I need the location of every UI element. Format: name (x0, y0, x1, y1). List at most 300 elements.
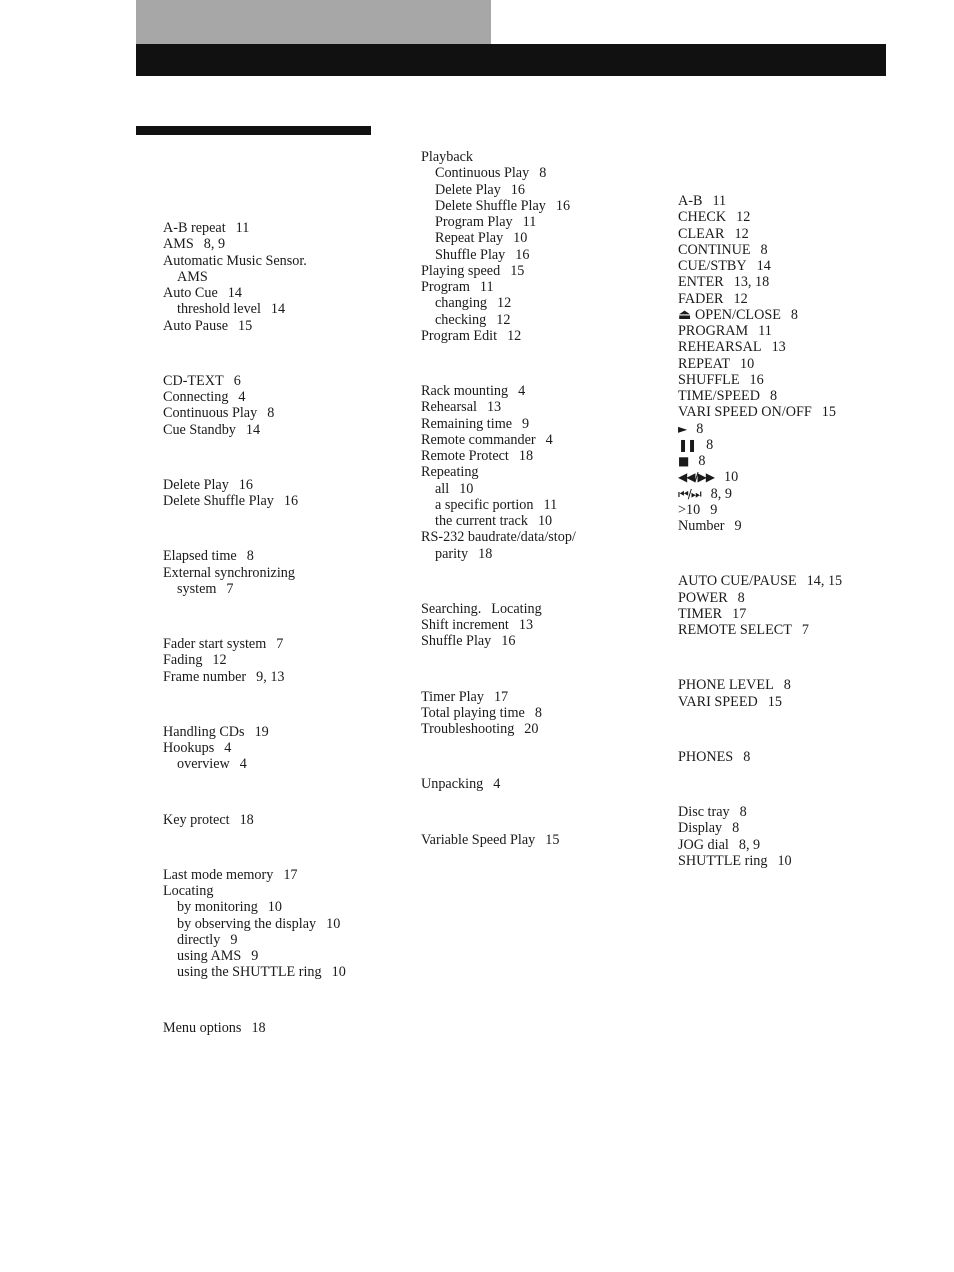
index-term: Locating (163, 883, 214, 899)
index-term: VARI SPEED ON/OFF (678, 404, 812, 421)
index-page-ref: 7 (226, 580, 234, 597)
index-term: Last mode memory (163, 866, 274, 883)
index-page-ref: 11 (479, 279, 494, 295)
index-entry (421, 448, 576, 464)
index-group (163, 220, 346, 334)
index-page-ref: 8 (732, 820, 740, 837)
index-entry (163, 812, 346, 828)
index-term: Delete Shuffle Play (163, 493, 274, 509)
index-column-1 (163, 220, 346, 1036)
index-entry (678, 437, 842, 453)
index-entry (421, 617, 576, 633)
index-entry (421, 383, 576, 399)
index-subentry (163, 948, 346, 964)
index-term: >10 (678, 501, 701, 518)
index-page-ref: 7 (276, 636, 284, 652)
index-term: SHUTTLE ring (678, 852, 768, 869)
index-entry (163, 867, 346, 883)
index-term: Number (678, 518, 725, 534)
index-subentry (163, 964, 346, 980)
index-term: all (435, 480, 450, 497)
section-rule (136, 126, 371, 135)
index-term: Total playing time (421, 704, 525, 721)
index-term: directly (177, 931, 221, 948)
index-term: Rack mounting (421, 383, 509, 399)
index-subentry (163, 899, 346, 915)
index-term: by monitoring (177, 899, 258, 916)
index-group (163, 477, 346, 510)
index-term: Menu options (163, 1019, 242, 1036)
index-entry (678, 193, 842, 209)
index-entry (678, 694, 842, 710)
index-page-ref: 8 (706, 436, 714, 453)
index-entry (421, 832, 576, 848)
index-entry (678, 388, 842, 404)
index-page-ref: 8 (739, 804, 747, 820)
index-page-ref: 10 (513, 230, 528, 247)
index-page-ref: 4 (238, 389, 246, 405)
index-page-ref: 16 (510, 181, 525, 198)
index-entry (421, 263, 576, 279)
index-entry (678, 339, 842, 355)
index-term: Troubleshooting (421, 721, 515, 737)
index-subentry (421, 198, 576, 214)
index-term: Timer Play (421, 688, 484, 705)
index-page-ref: 4 (224, 740, 232, 756)
index-term: Shuffle Play (435, 246, 506, 263)
index-term: Continuous Play (435, 165, 530, 182)
index-term: A-B (678, 193, 703, 209)
index-page-ref: 15 (821, 404, 836, 421)
index-page-ref: 4 (239, 756, 247, 773)
index-term: Fader start system (163, 636, 267, 652)
index-term: ⏮/⏭ (678, 486, 701, 501)
index-page-ref: 14 (245, 421, 261, 438)
index-term: CD-TEXT (163, 372, 224, 389)
index-page-ref: 8 (534, 704, 542, 721)
index-group (163, 724, 346, 773)
index-subentry (421, 247, 576, 263)
index-entry (163, 405, 346, 421)
index-page-ref: 10 (326, 915, 341, 932)
index-entry (678, 590, 842, 606)
index-entry (163, 883, 346, 899)
index-term: ENTER (678, 274, 724, 291)
index-subentry (421, 546, 576, 562)
index-term: CHECK (678, 209, 727, 226)
index-page-ref: 10 (331, 964, 346, 981)
index-term: ⏏ OPEN/CLOSE (678, 306, 781, 323)
index-page-ref: 10 (537, 513, 553, 529)
index-term: JOG dial (678, 836, 729, 853)
index-page-ref: 14 (756, 258, 771, 274)
index-entry (421, 601, 576, 617)
index-entry (678, 469, 842, 485)
index-term: A-B repeat (163, 220, 226, 236)
index-page-ref: 8, 9 (738, 836, 761, 853)
index-term: SHUFFLE (678, 371, 740, 388)
index-term: Shift increment (421, 617, 509, 633)
index-term: Auto Pause (163, 317, 229, 334)
index-page-ref: 8 (769, 388, 778, 404)
index-subentry (163, 932, 346, 948)
index-page-ref: 16 (515, 246, 530, 263)
index-subentry (163, 581, 346, 597)
index-page-ref: 8 (783, 677, 791, 694)
index-page-ref: 17 (283, 866, 298, 883)
index-page-ref: 14 (227, 285, 242, 301)
index-term: Hookups (163, 740, 215, 756)
index-page-ref: 13 (771, 339, 786, 356)
index-page-ref: 16 (555, 197, 571, 214)
index-entry (163, 422, 346, 438)
index-page-ref: 6 (233, 372, 241, 389)
index-term: Repeat Play (435, 230, 504, 247)
index-entry (421, 399, 576, 415)
index-entry (421, 328, 576, 344)
index-term: Automatic Music Sensor. (163, 252, 307, 269)
index-entry (678, 356, 842, 372)
index-term: PHONES (678, 748, 734, 765)
index-term: Variable Speed Play (421, 831, 536, 848)
index-page-ref: 19 (254, 723, 269, 740)
index-group (163, 867, 346, 981)
index-entry (163, 477, 346, 493)
index-term: Disc tray (678, 804, 730, 820)
index-page-ref: 14 (270, 301, 286, 318)
index-term: FADER (678, 290, 724, 307)
index-page-ref: 8, 9 (203, 236, 226, 253)
index-term: using the SHUTTLE ring (177, 964, 322, 981)
index-page-ref: 12 (736, 209, 751, 226)
index-entry (678, 502, 842, 518)
index-page-ref: 15 (238, 317, 253, 334)
index-page-ref: 11 (712, 193, 727, 209)
index-term: Key protect (163, 811, 230, 828)
index-group (421, 601, 576, 650)
index-page-ref: 15 (545, 831, 560, 848)
index-term: threshold level (177, 301, 261, 318)
index-page-ref: 13 (486, 399, 502, 416)
index-entry (163, 565, 346, 581)
index-entry (678, 307, 842, 323)
index-page-ref: 10 (267, 899, 282, 916)
index-entry (163, 548, 346, 564)
index-term: REPEAT (678, 355, 731, 372)
index-entry (421, 464, 576, 480)
index-term: Program (421, 279, 470, 295)
index-subentry (421, 513, 576, 529)
index-term: REMOTE SELECT (678, 622, 792, 638)
index-term: Shuffle Play (421, 633, 492, 650)
index-entry (678, 820, 842, 836)
index-page-ref: 8 (698, 453, 706, 469)
index-term: Delete Shuffle Play (435, 197, 546, 214)
index-page-ref: 18 (239, 811, 254, 828)
index-entry (163, 1020, 346, 1036)
index-entry (678, 274, 842, 290)
index-subentry (421, 214, 576, 230)
index-column-2 (421, 149, 576, 848)
index-page-ref: 13 (518, 617, 534, 633)
index-page-ref: Locating (491, 600, 542, 617)
index-page-ref: 16 (749, 371, 764, 388)
index-page-ref: 20 (524, 721, 539, 737)
index-page-ref: 9 (230, 931, 238, 948)
index-entry (163, 318, 346, 334)
header-gray-tab (136, 0, 491, 44)
index-page-ref: 8 (267, 405, 275, 422)
index-page-ref: 17 (732, 605, 747, 622)
index-page-ref: 10 (740, 355, 755, 372)
index-page-ref: 12 (733, 290, 748, 307)
index-term: Unpacking (421, 776, 484, 793)
index-group (163, 636, 346, 685)
index-term: Continuous Play (163, 405, 258, 422)
index-page-ref: 11 (235, 220, 250, 236)
index-page-ref: 8 (760, 241, 768, 258)
index-entry (163, 253, 346, 269)
index-term: checking (435, 311, 487, 328)
index-page-ref: 9 (734, 518, 742, 534)
index-page-ref: 9, 13 (256, 668, 285, 685)
index-entry (678, 606, 842, 622)
index-entry (678, 486, 842, 502)
index-page-ref: 8 (696, 420, 704, 437)
index-page-ref: 18 (518, 448, 534, 464)
index-page-ref: 4 (545, 431, 553, 448)
index-group (678, 804, 842, 869)
index-term: Repeating (421, 464, 479, 481)
index-term: POWER (678, 589, 728, 606)
index-term: ❚❚ (678, 437, 697, 452)
index-term: using AMS (177, 948, 242, 964)
index-subentry (421, 497, 576, 513)
index-term: changing (435, 295, 488, 312)
index-entry (163, 389, 346, 405)
index-group (163, 548, 346, 597)
index-term: ■ (678, 454, 689, 468)
index-page-ref: 12 (212, 652, 227, 669)
index-term: AMS (163, 236, 194, 253)
index-subentry (163, 756, 346, 772)
index-subentry (421, 481, 576, 497)
index-group (421, 149, 576, 344)
index-page-ref: 8 (737, 589, 745, 606)
index-entry (421, 721, 576, 737)
index-term: AUTO CUE/PAUSE (678, 573, 797, 590)
index-subentry (421, 230, 576, 246)
index-entry (678, 453, 842, 469)
index-group (421, 832, 576, 848)
index-entry (163, 636, 346, 652)
index-page-ref: 8 (246, 548, 254, 565)
index-term: Connecting (163, 389, 229, 405)
index-term: CUE/STBY (678, 258, 747, 274)
index-term: Auto Cue (163, 285, 218, 301)
index-entry (421, 416, 576, 432)
index-entry (678, 258, 842, 274)
index-page-ref: 8 (539, 165, 547, 182)
index-group (421, 383, 576, 562)
index-page-ref: 17 (493, 688, 509, 705)
index-term: REHEARSAL (678, 339, 762, 356)
index-term: Playing speed (421, 262, 501, 279)
index-entry (163, 220, 346, 236)
index-page-ref: 16 (501, 633, 516, 650)
index-term: Remote commander (421, 431, 536, 448)
index-term: Delete Play (163, 476, 229, 493)
index-entry (678, 372, 842, 388)
index-term: RS-232 baudrate/data/stop/ (421, 529, 576, 546)
header-black-bar (136, 44, 886, 76)
index-page-ref: 16 (283, 493, 299, 509)
index-page-ref: 10 (459, 480, 474, 497)
index-entry (678, 421, 842, 437)
index-entry (678, 518, 842, 534)
index-entry (421, 149, 576, 165)
index-term: Remaining time (421, 415, 513, 432)
index-entry (678, 291, 842, 307)
index-group (421, 776, 576, 792)
index-subentry (163, 916, 346, 932)
index-term: Frame number (163, 668, 247, 685)
index-entry (421, 279, 576, 295)
index-term: Display (678, 820, 723, 837)
index-column-3 (678, 193, 842, 869)
index-entry (678, 573, 842, 589)
index-term: Handling CDs (163, 723, 245, 740)
index-term: TIMER (678, 605, 723, 622)
index-term: the current track (435, 513, 528, 529)
index-entry (678, 804, 842, 820)
index-entry (678, 404, 842, 420)
index-entry (421, 432, 576, 448)
index-subentry (421, 295, 576, 311)
index-entry (163, 493, 346, 509)
index-group (678, 749, 842, 765)
index-page-ref: 9 (251, 948, 259, 964)
index-term: system (177, 580, 217, 597)
index-entry (678, 242, 842, 258)
index-entry (421, 705, 576, 721)
index-term: overview (177, 756, 230, 773)
index-term: Cue Standby (163, 421, 236, 438)
index-group (678, 677, 842, 710)
index-page-ref: 8 (790, 306, 798, 323)
index-term: ► (678, 421, 687, 436)
index-page-ref: 11 (758, 323, 772, 339)
index-group (163, 1020, 346, 1036)
index-entry (163, 285, 346, 301)
index-page-ref: 4 (493, 776, 501, 793)
index-term: Delete Play (435, 181, 501, 198)
index-term: ◀◀/▶▶ (678, 470, 714, 485)
index-term: Rehearsal (421, 399, 477, 416)
index-term: TIME/SPEED (678, 388, 760, 404)
index-entry (421, 633, 576, 649)
index-subentry (421, 182, 576, 198)
index-group (163, 812, 346, 828)
index-group (678, 573, 842, 638)
index-term: PROGRAM (678, 323, 749, 339)
index-entry (163, 724, 346, 740)
index-page-ref: 11 (522, 214, 537, 230)
index-term: Program Edit (421, 327, 498, 344)
index-term: Playback (421, 149, 474, 165)
index-page-ref: 8 (743, 748, 751, 765)
index-entry (678, 209, 842, 225)
index-page-ref: 10 (777, 852, 792, 869)
index-entry (421, 776, 576, 792)
index-term: Elapsed time (163, 548, 237, 565)
index-page-ref: 9 (710, 501, 718, 518)
index-entry (678, 837, 842, 853)
index-term: Remote Protect (421, 448, 509, 464)
index-page-ref: 13, 18 (733, 274, 770, 291)
index-page-ref: 14, 15 (806, 573, 843, 590)
index-entry (678, 226, 842, 242)
index-entry (163, 373, 346, 389)
index-term: PHONE LEVEL (678, 677, 774, 694)
index-group (421, 689, 576, 738)
index-term: External synchronizing (163, 564, 295, 581)
index-term: Searching. (421, 600, 482, 617)
index-term: Fading (163, 652, 203, 669)
index-page-ref: 11 (543, 496, 558, 513)
index-page-ref: 8, 9 (710, 485, 732, 502)
index-page-ref: 10 (723, 469, 739, 486)
index-entry (678, 853, 842, 869)
index-page-ref: 12 (507, 327, 522, 344)
index-entry (421, 689, 576, 705)
index-term: CONTINUE (678, 241, 751, 258)
index-page-ref: 15 (510, 262, 525, 279)
index-term: CLEAR (678, 225, 725, 242)
index-entry (163, 669, 346, 685)
index-page-ref: 4 (518, 383, 526, 399)
index-page-ref: 18 (251, 1019, 266, 1036)
index-page-ref: 16 (238, 476, 253, 493)
index-page-ref: 12 (497, 295, 512, 312)
index-term: by observing the display (177, 915, 317, 932)
index-entry (678, 749, 842, 765)
index-entry (421, 529, 576, 545)
index-entry (678, 323, 842, 339)
index-term: a specific portion (435, 496, 534, 513)
index-term: AMS (177, 268, 208, 285)
index-subentry (421, 312, 576, 328)
index-group (163, 373, 346, 438)
index-page-ref: 7 (801, 622, 809, 638)
index-entry (163, 652, 346, 668)
index-page-ref: 9 (522, 415, 530, 432)
index-page-ref: 12 (734, 225, 749, 242)
index-term: parity (435, 545, 469, 562)
index-subentry (421, 165, 576, 181)
index-subentry (163, 301, 346, 317)
index-group (678, 193, 842, 534)
index-term: VARI SPEED (678, 693, 758, 710)
index-subentry (163, 269, 346, 285)
index-entry (163, 236, 346, 252)
index-term: Program Play (435, 214, 513, 230)
index-page-ref: 15 (767, 693, 782, 710)
index-entry (163, 740, 346, 756)
index-page-ref: 18 (478, 545, 493, 562)
index-page-ref: 12 (496, 311, 511, 328)
index-entry (678, 677, 842, 693)
